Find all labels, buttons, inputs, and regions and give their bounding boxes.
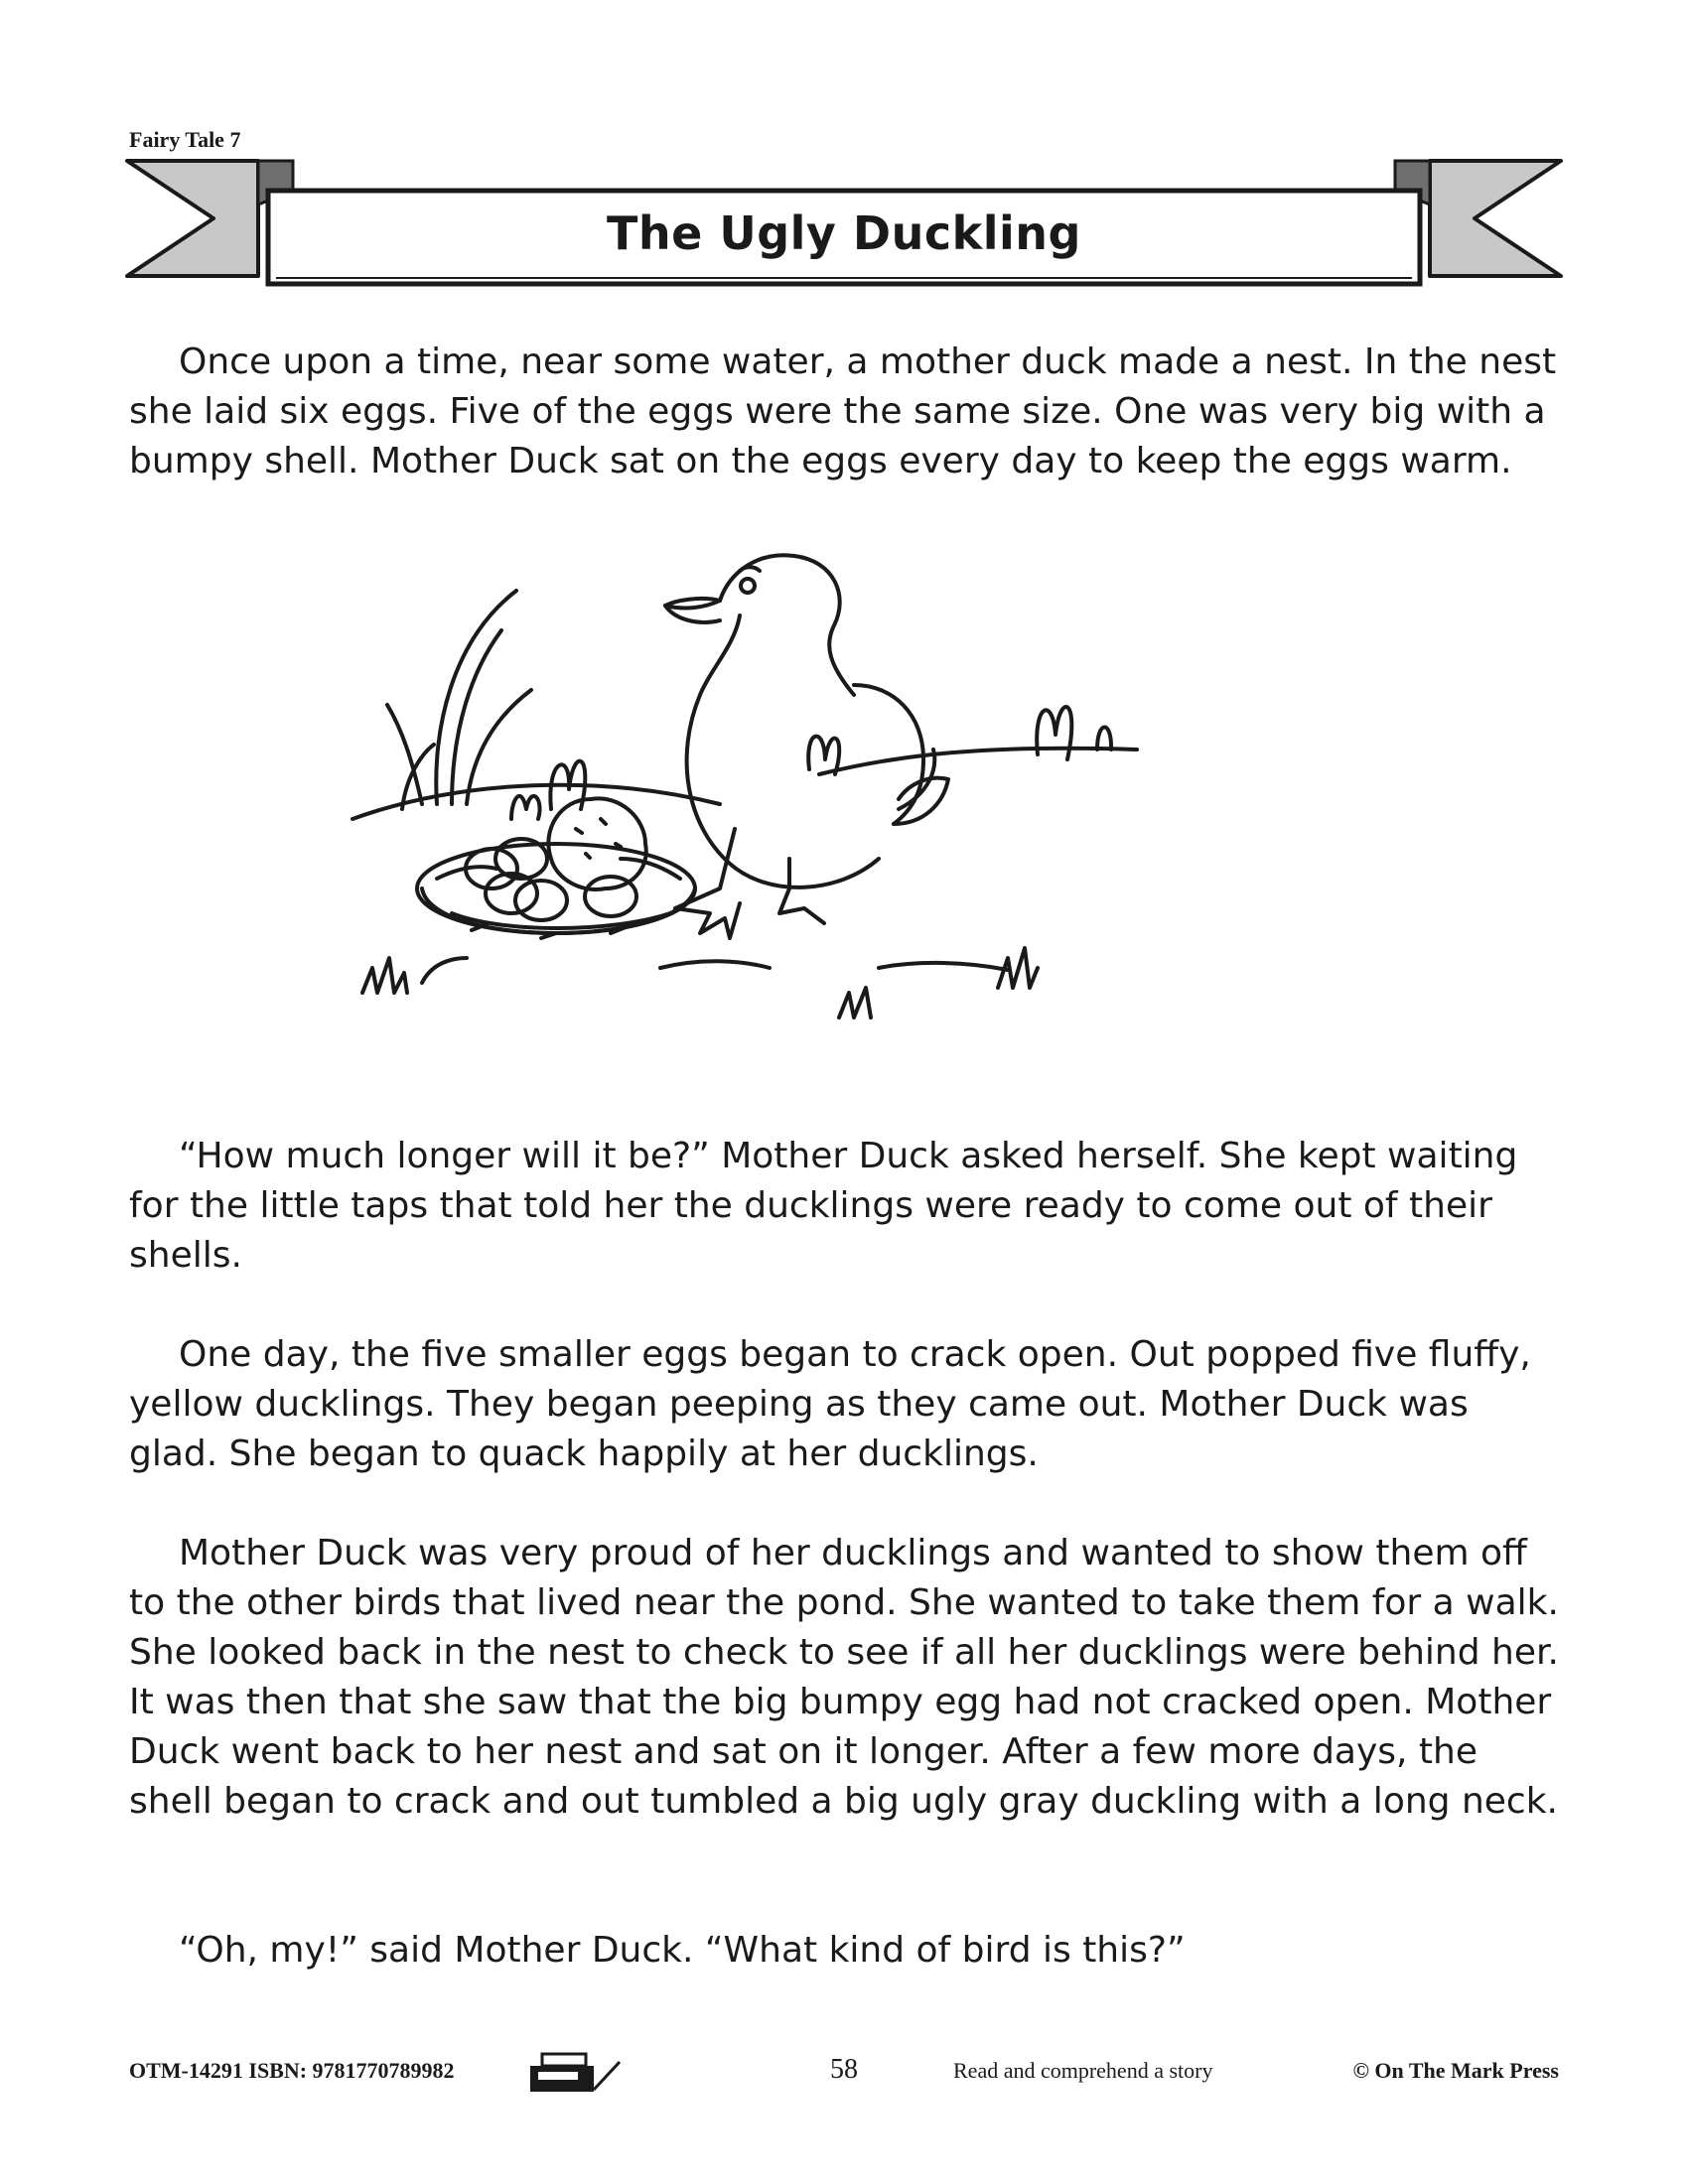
activity-description: Read and comprehend a story (953, 2058, 1213, 2083)
page-title: The Ugly Duckling (607, 206, 1081, 260)
ribbon-tail-right (1430, 161, 1561, 276)
page-number: 58 (830, 2054, 858, 2085)
series-label: Fairy Tale 7 (129, 127, 241, 152)
story-paragraph-5: “Oh, my!” said Mother Duck. “What kind of bird is this?” (179, 1930, 1186, 1971)
grass-tufts (362, 948, 1038, 1018)
mother-duck (665, 555, 948, 938)
bushes (511, 707, 1111, 819)
page-footer (129, 2050, 1559, 2100)
product-code: OTM-14291 ISBN: 9781770789982 (129, 2058, 455, 2083)
story-paragraph-4: Mother Duck was very proud of her ducklings and wanted to show them off to the other birds that lived near the pond. She wanted to take them for a walk. She looked back in the nest to check to see if all her ducklings were behind her. It was then that she saw that the big bumpy egg had not cracked open. Mother Duck went back to her nest and sat on it longer. After a few more days, the shell began to crack and out tumbled a big ugly gray duckling with a long neck. (129, 1533, 1559, 1822)
reading-projector-icon (528, 2050, 624, 2096)
mother-duck-with-nest-illustration (343, 531, 1167, 1067)
story-paragraph-1: Once upon a time, near some water, a mother duck made a nest. In the nest she laid six eggs. Five of the eggs were the same size. One was very big with a bumpy shell. Mother Duck sat on the eggs every day to keep the eggs warm. (129, 341, 1557, 481)
story-paragraph-2: “How much longer will it be?” Mother Duck asked herself. She kept waiting for the little taps that told her the ducklings were ready to come out of their shells. (129, 1136, 1518, 1276)
copyright: © On The Mark Press (1352, 2058, 1559, 2083)
reeds-left (387, 591, 531, 809)
ribbon-tail-left (127, 161, 258, 276)
story-paragraph-3: One day, the five smaller eggs began to crack open. Out popped five fluffy, yellow ducklings. They began peeping as they came out. Mother Duck was glad. She began to quack happily at her ducklings. (129, 1334, 1531, 1474)
nest (417, 844, 695, 938)
title-banner (119, 147, 1569, 296)
